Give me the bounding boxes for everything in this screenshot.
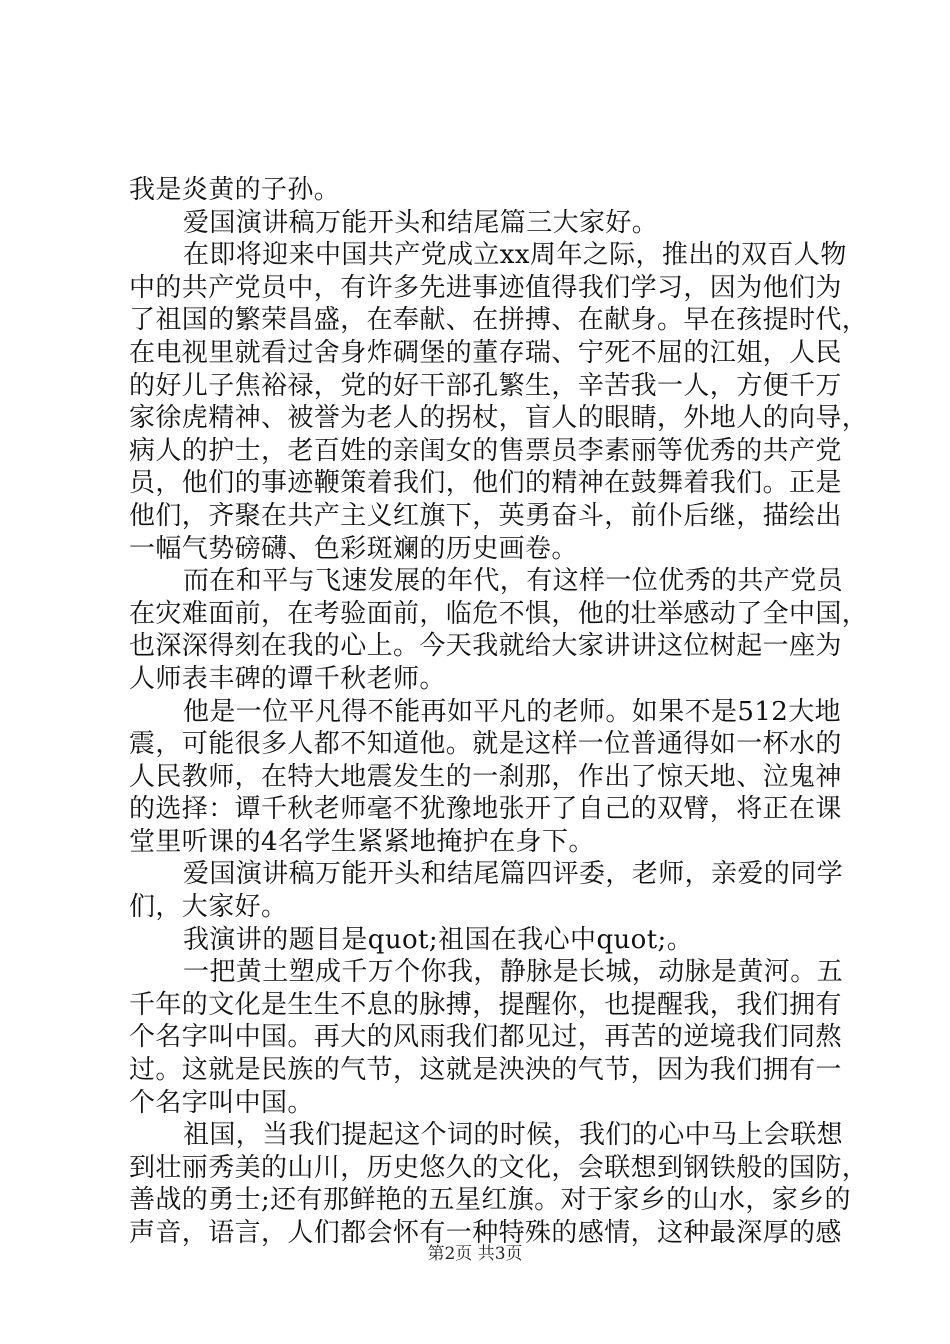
- text-line: 我是炎黄的子孙。: [129, 175, 341, 205]
- text-line: 个名字叫中国。: [129, 1087, 314, 1118]
- text-line: 的好儿子焦裕禄，党的好干部孔繁生，辛苦我一人，方便千万: [129, 370, 842, 401]
- text-line: 病人的护士，老百姓的亲闺女的售票员李素丽等优秀的共产党: [129, 435, 842, 466]
- text-line: 员，他们的事迹鞭策着我们，他们的精神在鼓舞着我们。正是: [129, 468, 842, 499]
- text-line: 也深深得刻在我的心上。今天我就给大家讲讲这位树起一座为: [129, 631, 842, 662]
- document-body: [129, 174, 869, 1250]
- text-line: 祖国，当我们提起这个词的时候，我们的心中马上会联想: [183, 1120, 844, 1151]
- text-line: 在灾难面前，在考验面前，临危不惧，他的壮举感动了全中国，: [129, 598, 869, 629]
- text-line: 的选择：谭千秋老师毫不犹豫地张开了自己的双臂，将正在课: [129, 794, 842, 825]
- text-line: 爱国演讲稿万能开头和结尾篇三大家好。: [183, 207, 659, 238]
- text-line: 一把黄土塑成千万个你我，静脉是长城，动脉是黄河。五: [183, 957, 844, 988]
- text-line: 他们，齐聚在共产主义红旗下，英勇奋斗，前仆后继，描绘出: [129, 500, 842, 531]
- text-line: 人民教师，在特大地震发生的一刹那，作出了惊天地、泣鬼神: [129, 761, 842, 792]
- text-line: 个名字叫中国。再大的风雨我们都见过，再苦的逆境我们同熬: [129, 1022, 842, 1053]
- page-footer: 第2页 共3页: [427, 1244, 523, 1264]
- text-line: 过。这就是民族的气节，这就是泱泱的气节，因为我们拥有一: [129, 1055, 842, 1086]
- text-line: 中的共产党员中，有许多先进事迹值得我们学习，因为他们为: [129, 272, 842, 303]
- text-line: 声音，语言，人们都会怀有一种特殊的感情，这种最深厚的感: [129, 1218, 842, 1248]
- text-line: 家徐虎精神、被誉为老人的拐杖，盲人的眼睛，外地人的向导，: [129, 403, 869, 434]
- text-line: 震，可能很多人都不知道他。就是这样一位普通得如一杯水的: [129, 729, 842, 760]
- text-line: 们，大家好。: [129, 892, 288, 923]
- text-line: 在即将迎来中国共产党成立xx周年之际，推出的双百人物: [183, 240, 847, 271]
- text-line: 我演讲的题目是quot;祖国在我心中quot;。: [183, 924, 694, 955]
- text-line: 而在和平与飞速发展的年代，有这样一位优秀的共产党员: [183, 566, 844, 597]
- text-line: 千年的文化是生生不息的脉搏，提醒你，也提醒我，我们拥有: [129, 989, 842, 1020]
- text-line: 善战的勇士;还有那鲜艳的五星红旗。对于家乡的山水，家乡的: [129, 1185, 851, 1216]
- text-line: 人师表丰碑的谭千秋老师。: [129, 663, 446, 694]
- text-line: 他是一位平凡得不能再如平凡的老师。如果不是512大地: [183, 696, 842, 727]
- text-line: 堂里听课的4名学生紧紧地掩护在身下。: [129, 826, 595, 857]
- text-line: 一幅气势磅礴、色彩斑斓的历史画卷。: [129, 533, 578, 564]
- text-line: 在电视里就看过舍身炸碉堡的董存瑞、宁死不屈的江姐，人民: [129, 337, 842, 368]
- text-line: 爱国演讲稿万能开头和结尾篇四评委，老师，亲爱的同学: [183, 859, 844, 890]
- text-line: 到壮丽秀美的山川，历史悠久的文化，会联想到钢铁般的国防，: [129, 1152, 869, 1183]
- text-line: 了祖国的繁荣昌盛，在奉献、在拼搏、在献身。早在孩提时代，: [129, 305, 869, 336]
